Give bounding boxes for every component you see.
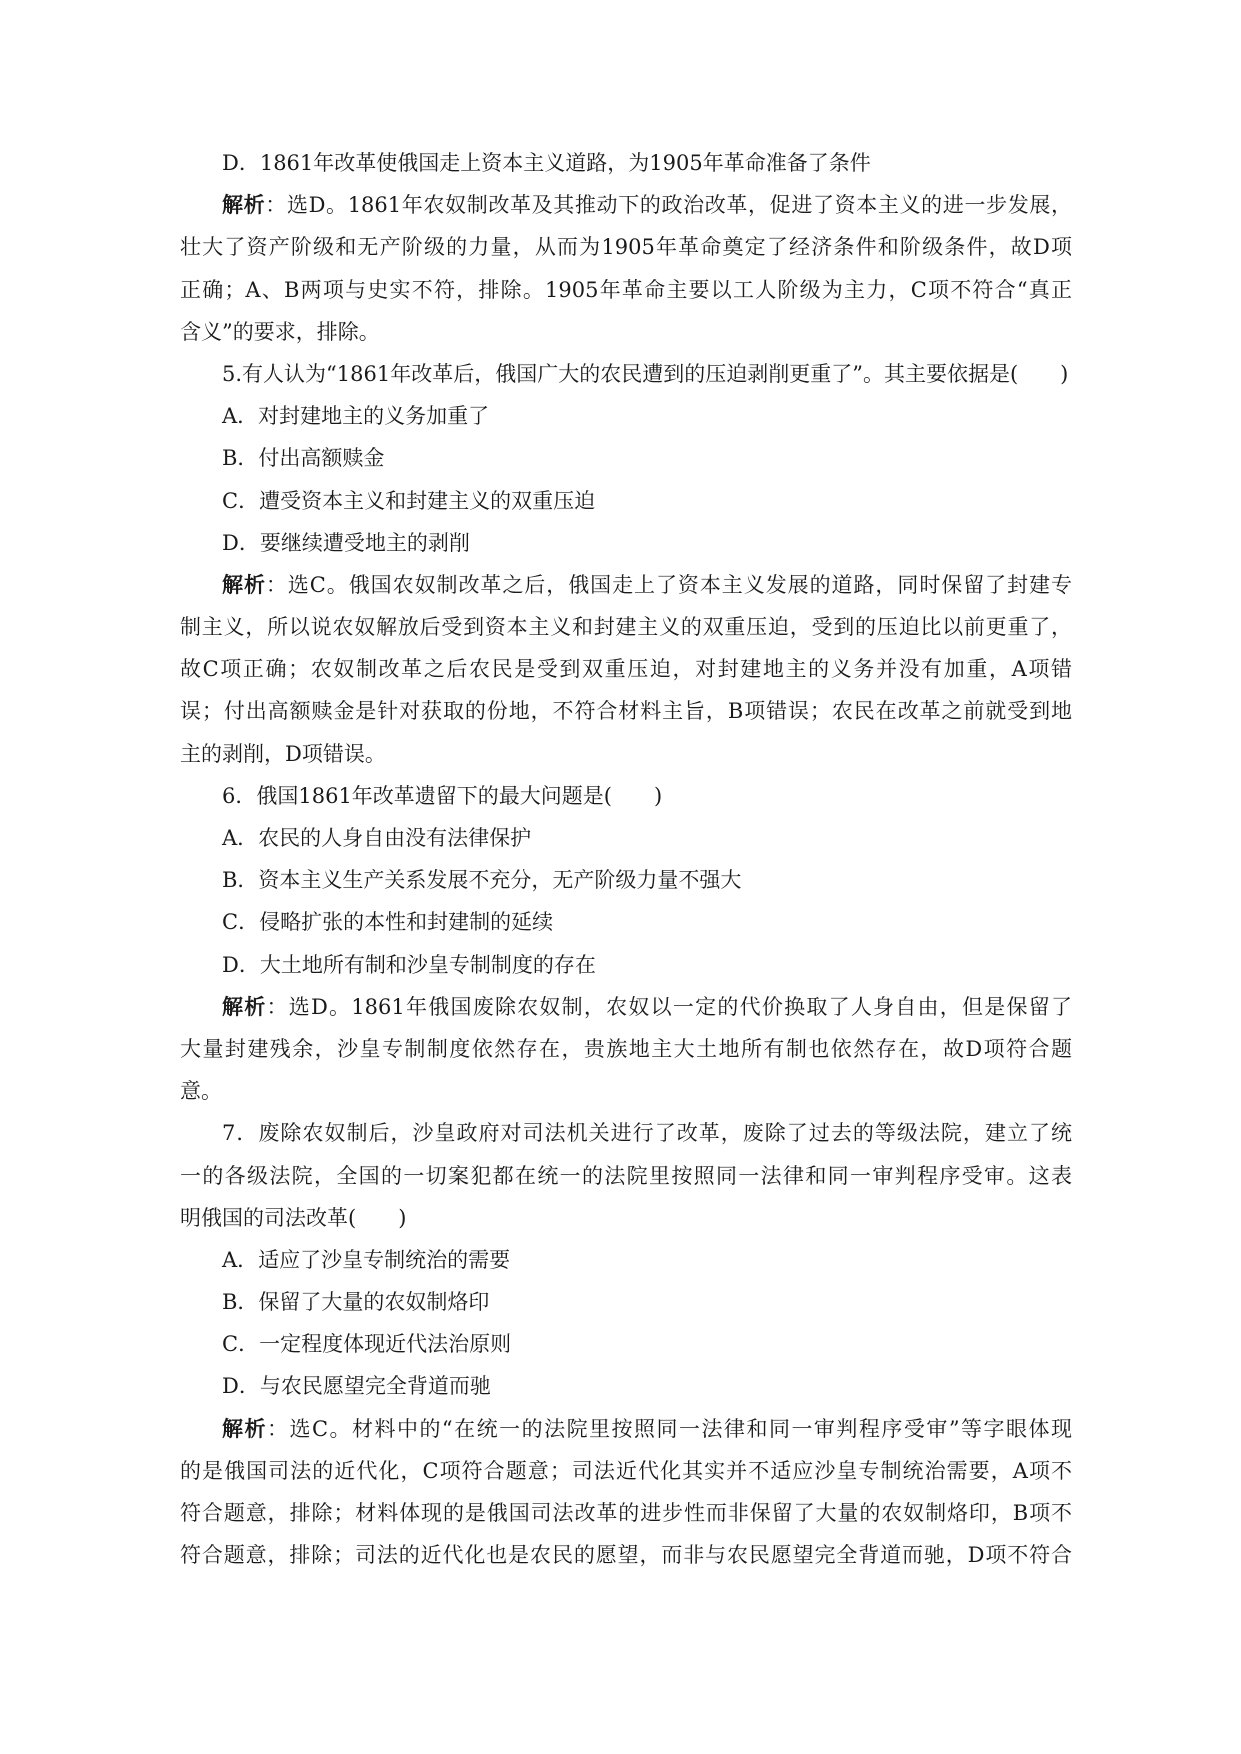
q6-option-b: B．资本主义生产关系发展不充分，无产阶级力量不强大 (222, 868, 742, 893)
q5-analysis-line: 误；付出高额赎金是针对获取的份地，不符合材料主旨，B项错误；农民在改革之前就受到地 (180, 699, 1072, 724)
analysis-label: 解析 (222, 571, 266, 597)
q6-option-a: A．农民的人身自由没有法律保护 (222, 826, 532, 850)
q7-option-d: D．与农民愿望完全背道而驰 (222, 1374, 491, 1399)
q7-analysis-line: 的是俄国司法的近代化，C项符合题意；司法近代化其实并不适应沙皇专制统治需要，A项不 (180, 1458, 1072, 1483)
q4-analysis-line: 含义”的要求，排除。 (180, 319, 380, 344)
q5-analysis-line: 故C项正确；农奴制改革之后农民是受到双重压迫，对封建地主的义务并没有加重，A项错 (180, 657, 1072, 682)
q7-stem-line: 明俄国的司法改革( ) (180, 1205, 407, 1230)
q6-option-c: C．侵略扩张的本性和封建制的延续 (222, 910, 554, 935)
q5-option-c: C．遭受资本主义和封建主义的双重压迫 (222, 488, 596, 513)
q5-analysis-line: 解析：选C。俄国农奴制改革之后，俄国走上了资本主义发展的道路，同时保留了封建专 (222, 571, 1072, 597)
q7-analysis-line: 符合题意，排除；材料体现的是俄国司法改革的进步性而非保留了大量的农奴制烙印，B项不 (180, 1501, 1072, 1525)
q7-analysis-line: 符合题意，排除；司法的近代化也是农民的愿望，而非与农民愿望完全背道而驰，D项不符合 (180, 1543, 1072, 1568)
q4-analysis-line: 壮大了资产阶级和无产阶级的力量，从而为1905年革命奠定了经济条件和阶级条件，故D项 (180, 235, 1072, 260)
q5-option-a: A．对封建地主的义务加重了 (222, 404, 490, 429)
q5-analysis-line: 制主义，所以说农奴解放后受到资本主义和封建主义的双重压迫，受到的压迫比以前更重了， (180, 615, 1072, 640)
q6-analysis-line: 解析：选D。1861年俄国废除农奴制，农奴以一定的代价换取了人身自由，但是保留了 (222, 993, 1072, 1019)
q7-stem-line: 一的各级法院，全国的一切案犯都在统一的法院里按照同一法律和同一审判程序受审。这表 (180, 1163, 1072, 1188)
q5-stem: 5.有人认为“1861年改革后，俄国广大的农民遭到的压迫剥削更重了”。其主要依据是( ) (222, 361, 1069, 386)
q7-stem-line: 7．废除农奴制后，沙皇政府对司法机关进行了改革，废除了过去的等级法院，建立了统 (222, 1121, 1072, 1146)
q6-stem: 6．俄国1861年改革遗留下的最大问题是( ) (222, 783, 663, 808)
q6-analysis-line: 大量封建残余，沙皇专制制度依然存在，贵族地主大土地所有制也依然存在，故D项符合题 (180, 1036, 1072, 1061)
q5-option-b: B．付出高额赎金 (222, 446, 385, 471)
q4-analysis-line: 正确；A、B两项与史实不符，排除。1905年革命主要以工人阶级为主力，C项不符合“真正 (180, 277, 1072, 302)
q6-analysis-line: 意。 (180, 1079, 222, 1104)
q6-option-d: D．大土地所有制和沙皇专制制度的存在 (222, 952, 596, 977)
q7-option-b: B．保留了大量的农奴制烙印 (222, 1290, 490, 1315)
q5-analysis-line: 主的剥削，D项错误。 (180, 741, 386, 766)
analysis-label: 解析 (222, 1415, 267, 1441)
q7-option-c: C．一定程度体现近代法治原则 (222, 1332, 512, 1357)
q7-analysis-line: 解析：选C。材料中的“在统一的法院里按照同一法律和同一审判程序受审”等字眼体现 (222, 1415, 1072, 1441)
document-page (180, 142, 1072, 1576)
q5-option-d: D．要继续遭受地主的剥削 (222, 530, 470, 555)
q4-option-d: D．1861年改革使俄国走上资本主义道路，为1905年革命准备了条件 (222, 151, 871, 175)
q7-option-a: A．适应了沙皇专制统治的需要 (222, 1247, 511, 1272)
analysis-label: 解析 (222, 192, 266, 218)
q4-analysis-line: 解析：选D。1861年农奴制改革及其推动下的政治改革，促进了资本主义的进一步发展， (222, 192, 1072, 218)
analysis-label: 解析 (222, 993, 267, 1019)
